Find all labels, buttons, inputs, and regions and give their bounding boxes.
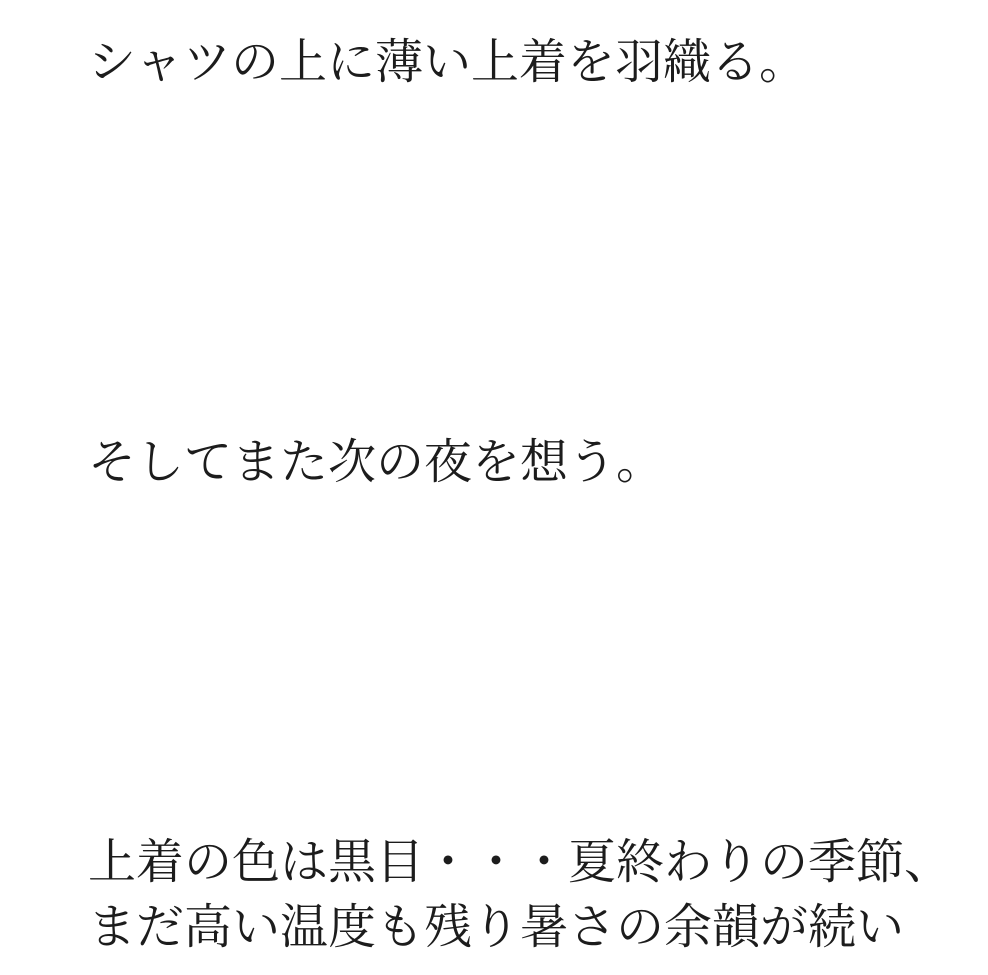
paragraph-shirt-jacket: [88, 30, 978, 95]
paragraph-next-night: [88, 430, 978, 495]
text-line: そしてまた次の夜を想う。: [88, 436, 665, 489]
paragraph-jacket-color-season: [88, 830, 978, 960]
text-line: シャツの上に薄い上着を羽織る。: [88, 36, 808, 89]
text-line: まだ高い温度も残り暑さの余韻が続い: [88, 901, 905, 954]
text-line: 上着の色は黒目・・・夏終わりの季節、: [88, 836, 953, 889]
